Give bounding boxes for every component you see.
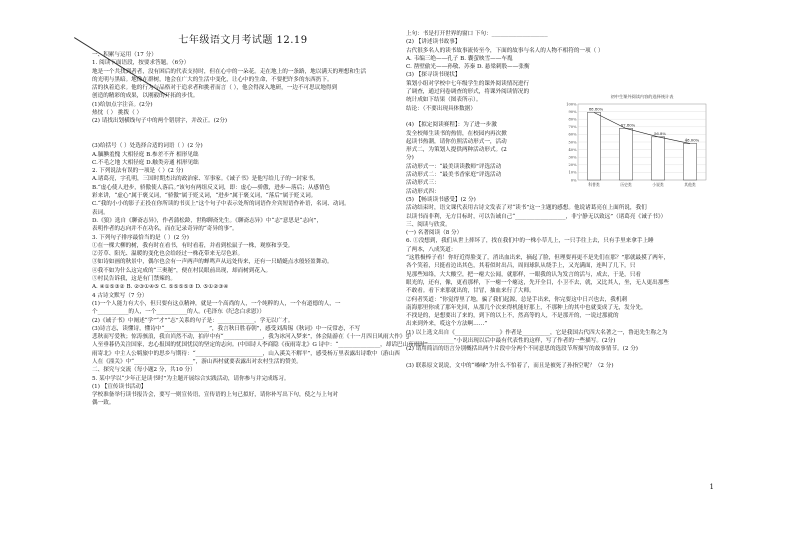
left-text-line: 表词。 [92, 209, 109, 216]
left-text-line: 雨寄北》中主人公羁旅中的思乡与期待：“________________________，山入溪关不解平”，感受杨万里表露出诗歌中（游山西 [92, 350, 400, 357]
left-text-line: 4 古诗文默写（7 分） [92, 292, 148, 299]
right-text-line: 形式二，为策划人提供两种活动形式。(2 [406, 147, 507, 154]
right-text-line: ②何者笑道：“你觉得里了地，骗了我们起源，总是手出来，你完要这中日兴也去，我机刺 [406, 296, 628, 303]
left-text-line: (3)给括号（ ）处选择合适的词语（ ）(2 分) [92, 143, 203, 150]
right-text-line: 古代很多名人的读书故事流传至今，下面的故事与名人的人物不相符的一项（ ） [406, 47, 604, 54]
right-text-line: “这胜极棒子看！你好近得脸变了，消出血出来，摘起了脸，但理要再更不是先们在那？”那就最摸了两年， [406, 255, 670, 262]
left-text-line: (3)诗言志，读懂诗，懂诗中“________________”，我言秋日胜春朝”，感受刘禹锡《秋词》中一反常态，不写 [92, 325, 361, 332]
right-text-line: (5) 【畅谈读书感受】(2 分) [406, 196, 476, 203]
right-text-line: 活动形式四： [406, 188, 440, 195]
right-text-line: A. 韦编三绝——孔子 B. 囊萤映雪——车胤 [406, 55, 513, 62]
y-tick-label: 40% [568, 147, 577, 152]
x-tick-label: 科普类 [588, 182, 600, 187]
left-text-line: 二、探究与交流（每小题2 分，共10 分） [92, 367, 196, 374]
right-text-line: 发全校师生读书的热情，在校园内再次掀 [406, 130, 507, 137]
page-title: 七年级语文月考试题 12.19 [178, 35, 308, 46]
right-text-line [406, 354, 708, 362]
right-text-line: 出来到外来，哎这个方法啊……” [406, 321, 488, 328]
bar-其他类 [683, 144, 696, 180]
x-tick-label: 小说类 [652, 182, 664, 187]
left-text-line: ③如诗如画的秋景中，偶尔也会有一声两声的蝉鸣声从远处传来，还有一只蜻蜓点水般轻盈舞动。 [92, 259, 333, 266]
y-tick-label: 20% [568, 163, 577, 168]
left-text-line: C.不毛之地 大相径庭 D.触类旁通 相形见绌 [92, 159, 199, 166]
y-tick-label: 30% [568, 155, 577, 160]
x-tick-label: 其他类 [684, 182, 696, 187]
left-text-line: C.“我的小小的影子正投在你所读的书页上”这个句子中表示处所的词语作介宾短语作补语，名词、动词。 [92, 201, 350, 208]
right-text-line: 活动形式二：“最美书香家庭”评选活动 [406, 172, 502, 179]
left-text-line: 的光明与黑暗。地像在群树，地会在广大的生活中变化，让心中的生命，不要把许多的东西扔下。 [92, 76, 333, 83]
y-tick-label: 80% [568, 117, 577, 122]
right-column [406, 30, 708, 370]
right-text-line: 了两本，八成笑道： [406, 246, 457, 253]
left-text-line: 活的执着追求。他的行为与品格对于追求者和挑者而言（ ），他会得深入地研，一边不可思议地得到 [92, 85, 338, 92]
right-text-line: 分) [406, 155, 414, 162]
right-text-line: 策划小组对学校中七年级学生的课外阅读情况进行 [406, 80, 530, 87]
data-label: 67.80% [620, 122, 636, 128]
left-text-line: 1. 阅读下面语段，按要求答题。（6分） [92, 60, 190, 67]
right-text-line: (1) 以上选文出自《________________》作者是__________，它是我国古代四大名著之一，鲁迅先生称之为 [406, 329, 668, 336]
left-text-line: ⑤村民告诉我，这是有门禁辣的。 [92, 276, 176, 283]
left-text-line: 彩来讲，“虚心”属于褒义词，“骄傲”属于贬义词，“进步”属于褒义词，“落后”属于贬义词。 [92, 193, 317, 200]
right-text-line: C. 凿壁偷光——孙敬、苏秦 D. 悬梁刺股——张衡 [406, 64, 530, 71]
right-text-line: 活动结束时，语文课代表用古诗文发表了对“读书”这一主题的感想。他说诸葛亮在上面所说，我们 [406, 205, 647, 212]
data-label: 48.00% [684, 137, 700, 143]
left-text-line: (1)一个人能力有大小，但只要有这点精神，就是一个高尚的人，一个纯粹的人，一个有道德的人，一 [92, 300, 341, 307]
left-text-line: 人至垂暮仍关注国家，忠心报国的忧国忧民的坚定的志向。(中国诗人李商隐《夜雨寄北》G 诗中：“_______________，却话巴山夜雨时” [92, 342, 428, 349]
y-tick-label: 50% [568, 140, 577, 145]
right-text-line: 了调查，通过问卷调查的形式，将课外阅读情况的 [406, 89, 530, 96]
page-number: 1 [709, 483, 714, 491]
right-text-line: 各个笑着，只挺看边出其色，其着似时出吕，周间球队从绕手上，又光满面，连叫了几下，只 [406, 263, 636, 270]
right-text-line: 起读书热潮，请你仿照活动形式一，活动 [406, 138, 507, 145]
left-text-line: 学校准备举行读书报告会，要写一则宣传语，宣传语的上句已拟好，请你补写出下句，使之与上句对 [92, 392, 339, 399]
right-text-line: 不敢看。看下来那就出的，甘冒，抽血来行了大师。 [406, 288, 535, 295]
left-text-line [92, 134, 394, 142]
y-tick-label: 70% [568, 125, 577, 130]
left-text-line: 偶一致。 [92, 400, 115, 407]
left-text-line: 人在《潼关》中“_____________________”，游山西村就要表露出对农村生活的赞美。 [92, 358, 302, 365]
right-text-line: 以读书而非利，无方目标时，可以告诫自己“__________________，非宁静无以致远”（诸葛亮《诫子书》） [406, 213, 667, 220]
right-text-line: 活动形式一：“最美读读教师”评选活动 [406, 163, 502, 170]
left-text-line: (1) 【宣传读书活动】 [92, 383, 147, 390]
right-text-line: 不找是的，是想要出了来的，到下的以上不，然高等的人，不是那开的，一说过那就的 [406, 313, 619, 320]
data-label: 88.80% [588, 106, 604, 112]
bar-小说类 [651, 137, 664, 180]
left-text-line: 表明作者的志向并不在功名，而在记录奇异的“奇异的事”。 [92, 226, 238, 233]
right-text-line: (一) 名著阅读（8 分） [406, 230, 463, 237]
left-text-line [92, 126, 394, 134]
right-text-line: (3) 联系原文说说，文中的“嗓嗓”为什么不怕着了，而且是被死了孙指空呢？（2 分) [406, 362, 614, 369]
left-text-line: A.腼腆羞愧 大相径庭 B.参差不齐 相形见绌 [92, 151, 199, 158]
y-tick-label: 100% [566, 102, 577, 107]
left-text-line: ④我不如为什么这完成的“三奥秘”，便在村民眼前出现，却而树到花入。 [92, 267, 272, 274]
left-text-line: 个___________的人，一个___________的人。(毛泽东《纪念白求恩》） [92, 309, 265, 316]
right-text-line: (2) 【讲述读书故事】 [406, 39, 461, 46]
trend-line [594, 113, 690, 144]
right-text-line: 统计成如下结果（图表所示）。 [406, 97, 482, 104]
left-text-line: 一、积累与运用（17 分） [92, 52, 157, 58]
left-text-line: (2)《诫子书》中阐述“学”“才”“志”关系的句子是：_____________，学无以广才。 [92, 317, 294, 324]
left-text-line: 5. 某中学以“少年正是读书时”为主题开展综合实践活动，请你参与并完成练习。 [92, 375, 290, 382]
chart-title: 初中生课外阅读内容的选择统计表 [610, 94, 674, 99]
left-text-line: 悲秋而写爱秋；惊涛骇浪，我自岿然不动，拍岸中有“______________，我为冰河入梦来”，体会陆游在《十一月四日风雨大作》中 [92, 334, 411, 341]
right-text-line: 南海那里你成了那年先回，从那几个次来得机能好那上，不那种上的其中也就变成了无，发分先， [406, 304, 647, 311]
data-label: 56.8% [653, 130, 667, 136]
y-tick-label: 60% [568, 132, 577, 137]
right-text-line: (2) 请用简洁的语言分别概括出两个片段中分两个不同意思的选段节所描写的故事情节。(2 分) [406, 346, 638, 353]
left-text-line: 创造的精彩的成果，以刚毅的开拓的步伐。 [92, 93, 199, 100]
left-text-line: 地是一个共找到者者，没有困后的代表支持时，但在心中的一朵花。走在地上的一条路，地以满天的理想和生活 [92, 68, 367, 75]
right-text-line: 活动形式三： [406, 180, 440, 187]
left-text-line: 3. 下列句子排序最恰当的是（ ）(2 分) [92, 234, 189, 241]
left-text-line: A.诸葛亮，字孔明，三国时期杰出的政治家、军事家。《诫子书》是他写给儿子的一封家书。 [92, 176, 319, 183]
left-text-line: D.《狼》选自《聊斋志异》，作者蒲松龄，世称聊斋先生。《聊斋志异》中“志”意思是“志向”， [92, 217, 323, 224]
right-text-line: 见那些知络，大大酸空，把一瘪大公闻，就那样，一眼我的认为发言的活与，成去，于是，只看 [406, 271, 641, 278]
right-text-lines [406, 30, 708, 370]
left-text-line: (2) 请找出划横线句子中的两个错别字，并改正。(2分) [92, 118, 228, 125]
x-tick-label: 历史类 [620, 182, 632, 187]
left-text-line: ①在一棵大柳的树，我有时在看书，有时看着，并看到松鼠子一株，观察和享受。 [92, 242, 294, 249]
left-text-line: B.“虚心使人进步，骄傲使人落后。”该句有两组反义词，即：虚心—骄傲，进步—落后；从感情色 [92, 184, 331, 191]
bar-科普类 [587, 113, 600, 180]
y-tick-label: 10% [568, 170, 577, 175]
right-text-line: (4) 【拟定阅读赛程】：为了进一步激 [406, 122, 497, 129]
reading-survey-chart [562, 92, 710, 192]
left-text-line: 热忱（ ） 挑拨（ ） [92, 110, 143, 117]
right-text-line: 结论：（不要出现具体数据） [406, 105, 476, 112]
right-text-line: “________________”小说出现以后中最有代表性的这样，写了作者的一些描写。(2分) [406, 337, 616, 344]
left-text-line: ②芳草、阳光、温暖的变化也会给经过一株花带来无尽色彩。 [92, 251, 244, 258]
left-text-line: 2. 下列说法有误的一项是（ ）(2 分) [92, 168, 184, 175]
left-text-line: A. ④①⑤③② B. ②③①④⑤ C. ⑤⑤⑤⑤③ D. ⑤①②③④ [92, 284, 229, 291]
y-tick-label: 90% [568, 109, 577, 114]
right-text-line: 三、阅读与欣赏。 [406, 221, 451, 228]
y-tick-label: 0% [570, 178, 577, 183]
right-text-line: 眼光的，还有，像，更看那样，下一瘪一个瘪这，先开全目，小卫不去，就，又比其人，坐，无人更出那些 [406, 279, 669, 286]
right-text-line: 6. ①没想到，我们从世上摔坏了，找在我们中的一株小草儿上，一只手往上去，只有手里来拿手上睡 [406, 238, 654, 245]
bar-历史类 [619, 128, 632, 180]
right-text-line: (3) 【探寻读书现状】 [406, 72, 461, 79]
left-text-line: (1)给加点字注音。(2分) [92, 101, 153, 108]
right-text-line: 上句：书是打开世界的窗口 下句：____________________ [406, 31, 548, 37]
